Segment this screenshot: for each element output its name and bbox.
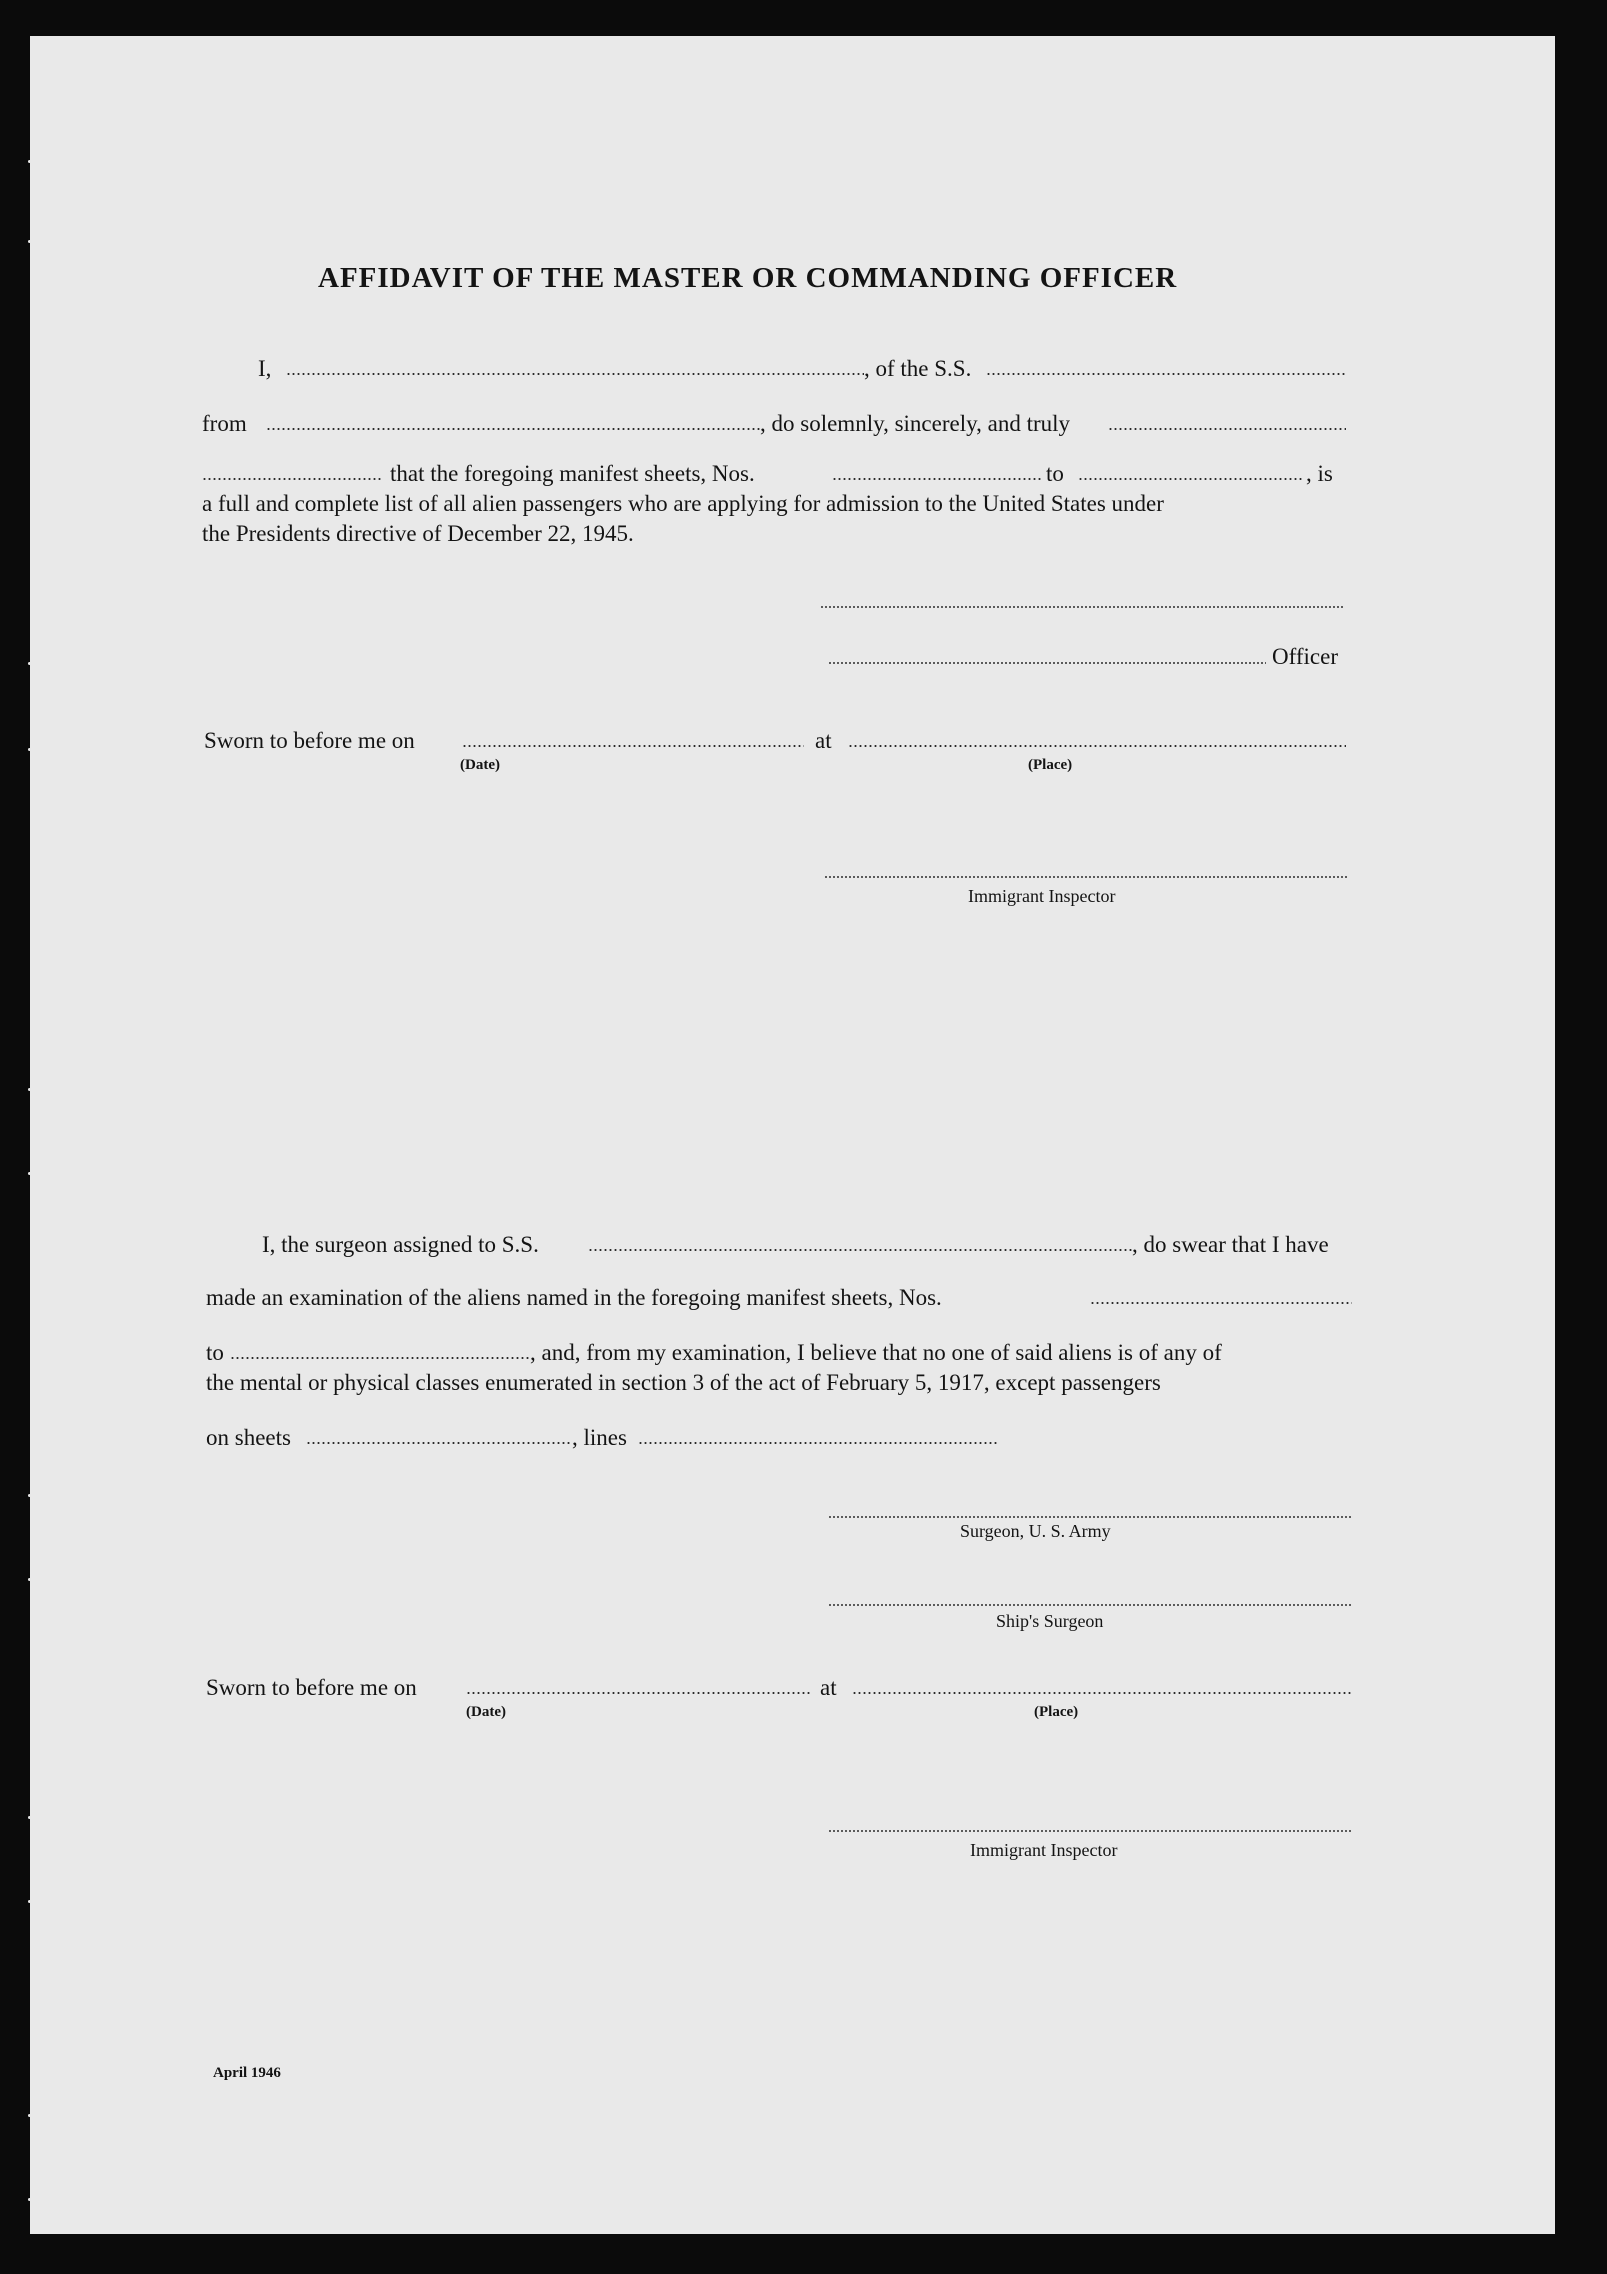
binder-mark (28, 240, 31, 243)
binder-mark (28, 160, 31, 163)
army-surgeon-signature-line[interactable] (828, 1516, 1352, 1518)
master-name-field[interactable] (286, 373, 864, 375)
master-to-text: to (1046, 461, 1064, 486)
surgeon-sworn-date-field[interactable] (466, 1692, 810, 1694)
surgeon-swear-text: , do swear that I have (1132, 1232, 1329, 1257)
master-sworn-date-field[interactable] (462, 745, 804, 747)
officer-signature-line[interactable] (828, 662, 1266, 664)
surgeon-lines-field[interactable] (638, 1442, 998, 1444)
surgeon-sworn-place-field[interactable] (852, 1692, 1352, 1694)
master-date-label: (Date) (460, 757, 500, 773)
surgeon-to-text: to (206, 1340, 224, 1365)
page-title: AFFIDAVIT OF THE MASTER OR COMMANDING OFFICER (318, 262, 1178, 294)
master-from-text: from (202, 411, 247, 436)
master-solemnly-text: , do solemnly, sincerely, and truly (760, 411, 1071, 436)
binder-mark (28, 1494, 31, 1497)
master-at-text: at (815, 728, 832, 753)
binder-mark (28, 1578, 31, 1581)
master-foregoing-text: that the foregoing manifest sheets, Nos. (390, 461, 755, 486)
surgeon-intro-text: I, the surgeon assigned to S.S. (262, 1232, 539, 1257)
surgeon-sheets-to-field[interactable] (230, 1357, 530, 1359)
surgeon-lines-text: , lines (572, 1425, 627, 1450)
surgeon-place-label: (Place) (1034, 1704, 1079, 1720)
master-sworn-text: Sworn to before me on (204, 728, 415, 753)
master-from-port-field[interactable] (266, 428, 760, 430)
master-inspector-signature-line[interactable] (824, 876, 1348, 878)
affidavit-page (30, 36, 1555, 2234)
surgeon-on-sheets-text: on sheets (206, 1425, 291, 1450)
surgeon-sheets-field[interactable] (306, 1442, 572, 1444)
ship-surgeon-label: Ship's Surgeon (996, 1611, 1104, 1631)
surgeon-believe-text: , and, from my examination, I believe that no one of said aliens is of any of (530, 1340, 1222, 1365)
surgeon-date-label: (Date) (466, 1704, 506, 1720)
master-ship-name-field[interactable] (986, 373, 1346, 375)
master-directive-line: the Presidents directive of December 22, 1945. (202, 521, 634, 546)
master-oath-verb-field[interactable] (202, 478, 382, 480)
binder-mark (28, 1816, 31, 1819)
binder-mark (28, 2198, 31, 2201)
master-signature-line[interactable] (820, 606, 1345, 608)
binder-mark (28, 2114, 31, 2117)
master-oath-type-field[interactable] (1108, 428, 1346, 430)
surgeon-sheets-from-field[interactable] (1090, 1302, 1352, 1304)
binder-mark (28, 1088, 31, 1091)
ship-surgeon-signature-line[interactable] (828, 1604, 1352, 1606)
surgeon-inspector-signature-line[interactable] (828, 1830, 1352, 1832)
master-sworn-place-field[interactable] (848, 745, 1346, 747)
master-is-text: , is (1306, 461, 1333, 486)
surgeon-examination-text: made an examination of the aliens named in the foregoing manifest sheets, Nos. (206, 1285, 942, 1310)
binder-mark (28, 748, 31, 751)
master-sheets-to-field[interactable] (1078, 478, 1302, 480)
form-date-footer: April 1946 (213, 2065, 281, 2081)
binder-mark (28, 1900, 31, 1903)
master-sheets-from-field[interactable] (832, 478, 1042, 480)
master-statement-line: a full and complete list of all alien passengers who are applying for admission to the United States under (202, 491, 1164, 516)
surgeon-sworn-text: Sworn to before me on (206, 1675, 417, 1700)
surgeon-at-text: at (820, 1675, 837, 1700)
officer-label: Officer (1272, 644, 1338, 669)
binder-mark (28, 1172, 31, 1175)
master-inspector-label: Immigrant Inspector (968, 886, 1116, 906)
binder-mark (28, 662, 31, 665)
surgeon-inspector-label: Immigrant Inspector (970, 1840, 1118, 1860)
army-surgeon-label: Surgeon, U. S. Army (960, 1521, 1111, 1541)
master-i-text: I, (258, 356, 272, 381)
surgeon-classes-text: the mental or physical classes enumerated in section 3 of the act of February 5, 1917, except passengers (206, 1370, 1161, 1395)
master-of-ss-text: , of the S.S. (864, 356, 972, 381)
surgeon-ship-name-field[interactable] (588, 1249, 1132, 1251)
master-place-label: (Place) (1028, 757, 1073, 773)
